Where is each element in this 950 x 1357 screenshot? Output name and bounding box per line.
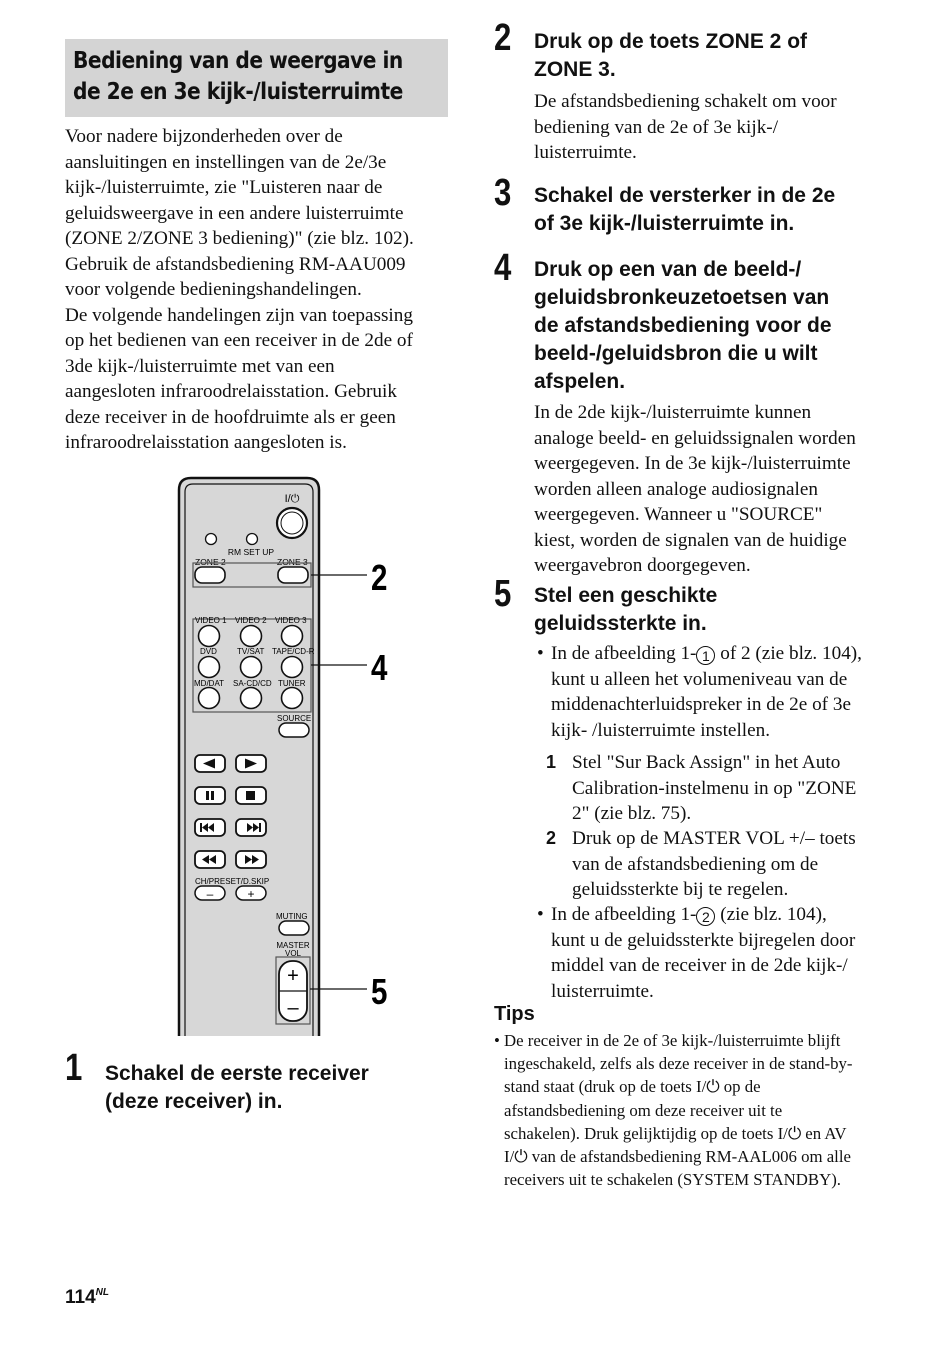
sacdcd-button: [241, 688, 262, 709]
bullet-marker: •: [537, 643, 544, 664]
intro-line: kijk-/luisterruimte, zie "Luisteren naar de: [65, 177, 383, 198]
tips-heading: Tips: [494, 1003, 535, 1025]
step-number: 1: [65, 1047, 83, 1089]
bullet-text: [551, 641, 862, 743]
tips-line: ingeschakeld, zelfs als deze receiver in de stand-by-: [504, 1054, 853, 1074]
substep-line: van de afstandsbediening om de: [572, 853, 819, 875]
body-line: luisterruimte.: [534, 142, 637, 163]
zone3-label: ZONE 3: [277, 557, 308, 567]
tips-line: schakelen). Druk gelijktijdig op de toets I/⏻ en AV: [504, 1123, 847, 1143]
step-number: 5: [494, 573, 512, 615]
input-label: TUNER: [278, 679, 306, 688]
zone3-button: [278, 567, 308, 583]
intro-line: geluidsweergave in een andere luisterruimte: [65, 202, 404, 224]
callout-2: 2: [371, 557, 388, 598]
bullet-line: kunt u de geluidssterkte bijregelen door: [551, 929, 856, 951]
step-body: [534, 89, 894, 166]
video2-button: [241, 626, 262, 647]
step-heading-line: beeld-/geluidsbron die u wilt: [534, 342, 818, 365]
substep-number: 2: [546, 828, 557, 848]
master-vol-label-1: MASTER: [276, 941, 310, 950]
step-heading-line: de afstandsbediening voor de: [534, 314, 832, 337]
intro-line: aansluitingen en instellingen van de 2e/3e: [65, 151, 387, 173]
callout-5: 5: [371, 971, 388, 1012]
intro-line: aangesloten infraroodrelaisstation. Gebruik: [65, 381, 397, 402]
intro-line: deze receiver in de hoofdruimte als er geen: [65, 406, 396, 428]
step-number: 4: [494, 247, 512, 289]
input-label: VIDEO 3: [275, 616, 307, 625]
substep-text: [572, 750, 856, 827]
body-line: weergavebron doorgegeven.: [534, 555, 751, 576]
step-heading-line: (deze receiver) in.: [105, 1090, 283, 1113]
vol-plus-symbol: +: [287, 965, 299, 987]
substep-line: 2" (zie blz. 75).: [572, 803, 692, 824]
body-line: De afstandsbediening schakelt om voor: [534, 91, 837, 112]
intro-line: Voor nadere bijzonderheden over de: [65, 126, 343, 147]
step-heading-line: Schakel de eerste receiver: [105, 1062, 369, 1085]
muting-button: [279, 921, 309, 935]
zone2-button: [195, 567, 225, 583]
step-heading-line: of 3e kijk-/luisterruimte in.: [534, 212, 795, 235]
tips-line: receivers uit te schakelen (SYSTEM STANDBY).: [504, 1170, 842, 1190]
body-line: bediening van de 2e of 3e kijk-/: [534, 116, 779, 138]
step-heading-line: Stel een geschikte: [534, 584, 718, 607]
bullet-line: middenachterluidspreker in de 2e of 3e: [551, 694, 851, 715]
power-label: I/⏻: [284, 493, 300, 505]
page-number-value: 114: [65, 1287, 96, 1308]
body-line: analoge beeld- en geluidssignalen worden: [534, 427, 856, 449]
page-number-suffix: NL: [95, 1287, 109, 1298]
tips-line: I/⏻ van de afstandsbediening RM-AAL006 om alle: [504, 1147, 851, 1167]
intro-line: Gebruik de afstandsbediening RM-AAU009: [65, 253, 406, 275]
rm-setup-label: RM SET UP: [227, 547, 275, 557]
step-heading: [534, 582, 894, 638]
circled-number: 2: [696, 907, 715, 926]
ch-minus-symbol: –: [206, 887, 214, 901]
intro-line: voor volgende bedieningshandelingen.: [65, 279, 362, 300]
intro-line: (ZONE 2/ZONE 3 bediening)" (zie blz. 102).: [65, 228, 414, 249]
bullet-line: luisterruimte.: [551, 980, 654, 1002]
body-line: weergegeven. In de 3e kijk-/luisterruimte: [534, 453, 851, 474]
substep-line: geluidssterkte bij te regelen.: [572, 879, 789, 900]
tips-text: [504, 1029, 886, 1191]
muting-label: MUTING: [276, 912, 308, 921]
substep-line: Druk op de MASTER VOL +/– toets: [572, 828, 856, 849]
zone2-label: ZONE 2: [195, 557, 226, 567]
step-heading-line: geluidsbronkeuzetoetsen van: [534, 286, 830, 309]
section-title-line1: Bediening van de weergave in: [73, 46, 403, 74]
step-number: 2: [494, 17, 512, 59]
dvd-button: [199, 657, 220, 678]
pause-button: [195, 787, 225, 804]
tips-line: De receiver in de 2e of 3e kijk-/luisterruimte blijft: [504, 1031, 841, 1050]
substep-text: [572, 826, 856, 903]
tips-line: stand staat (druk op de toets I/⏻ op de: [504, 1077, 761, 1097]
rm-setup-led-right: [247, 534, 258, 545]
input-label: SA-CD/CD: [233, 679, 272, 688]
bullet-marker: •: [537, 904, 544, 925]
step-heading-line: Druk op de toets ZONE 2 of: [534, 30, 808, 53]
ch-plus-symbol: +: [247, 887, 255, 901]
step-heading: [105, 1060, 465, 1116]
section-title-box: [65, 39, 448, 117]
input-label: VIDEO 1: [195, 616, 227, 625]
tapecdr-button: [282, 657, 303, 678]
step-number: 3: [494, 172, 512, 214]
body-line: In de 2de kijk-/luisterruimte kunnen: [534, 402, 812, 423]
input-label: TV/SAT: [237, 647, 265, 656]
vol-minus-symbol: –: [287, 997, 299, 1019]
tvsat-button: [241, 657, 262, 678]
input-label: DVD: [200, 647, 217, 656]
intro-line: De volgende handelingen zijn van toepassing: [65, 304, 413, 326]
step-heading-line: ZONE 3.: [534, 58, 616, 81]
step-heading-line: geluidssterkte in.: [534, 612, 707, 635]
rm-setup-led-left: [206, 534, 217, 545]
intro-paragraph: [65, 124, 450, 456]
step-heading-line: afspelen.: [534, 370, 626, 393]
intro-line: infraroodrelaisstation aangesloten is.: [65, 432, 347, 453]
step-body: [534, 400, 894, 579]
intro-line: 3de kijk-/luisterruimte met van een: [65, 355, 335, 377]
mddat-button: [199, 688, 220, 709]
circled-number: 1: [696, 646, 715, 665]
bullet-line: middel van de receiver in de 2de kijk-/: [551, 955, 848, 976]
remote-control-illustration: [175, 474, 405, 1036]
source-button: [279, 723, 309, 737]
substep-line: Stel "Sur Back Assign" in het Auto: [572, 752, 841, 773]
master-vol-label-2: VOL: [284, 949, 302, 958]
input-label: VIDEO 2: [235, 616, 267, 625]
tuner-button: [282, 688, 303, 709]
tips-line: afstandsbediening om deze receiver uit te: [504, 1100, 783, 1120]
body-line: worden alleen analoge audiosignalen: [534, 478, 818, 500]
callout-4: 4: [371, 647, 388, 688]
step-heading: [534, 256, 894, 396]
bullet-text: [551, 902, 855, 1004]
bullet-line: kunt u alleen het volumeniveau van de: [551, 668, 848, 690]
ch-preset-label: CH/PRESET/D.SKIP: [195, 877, 270, 886]
body-line: kiest, worden de signalen van de huidige: [534, 529, 847, 551]
input-label: MD/DAT: [194, 679, 225, 688]
video1-button: [199, 626, 220, 647]
step-heading: [534, 28, 894, 84]
bullet-line-start: In de afbeelding 1-: [551, 643, 697, 664]
page-number: [65, 1287, 109, 1309]
bullet-line-end: of 2 (zie blz. 104),: [715, 643, 862, 664]
section-title: [73, 45, 403, 107]
bullet-marker: •: [494, 1031, 500, 1050]
source-label: SOURCE: [277, 714, 312, 723]
step-heading-line: Schakel de versterker in de 2e: [534, 184, 836, 207]
input-label: TAPE/CD-R: [272, 647, 315, 656]
bullet-line: kijk- /luisterruimte instellen.: [551, 719, 771, 741]
intro-line: op het bedienen van een receiver in de 2de of: [65, 330, 413, 351]
substep-number: 1: [546, 752, 557, 772]
substep-line: Calibration-instelmenu in op "ZONE: [572, 777, 857, 799]
bullet-line-end: (zie blz. 104),: [715, 904, 827, 925]
body-line: weergegeven. Wanneer u "SOURCE": [534, 504, 823, 525]
section-title-line2: de 2e en 3e kijk-/luisterruimte: [73, 77, 403, 105]
bullet-line-start: In de afbeelding 1-: [551, 904, 697, 925]
step-heading: [534, 182, 894, 238]
step-heading-line: Druk op een van de beeld-/: [534, 258, 802, 281]
video3-button: [282, 626, 303, 647]
